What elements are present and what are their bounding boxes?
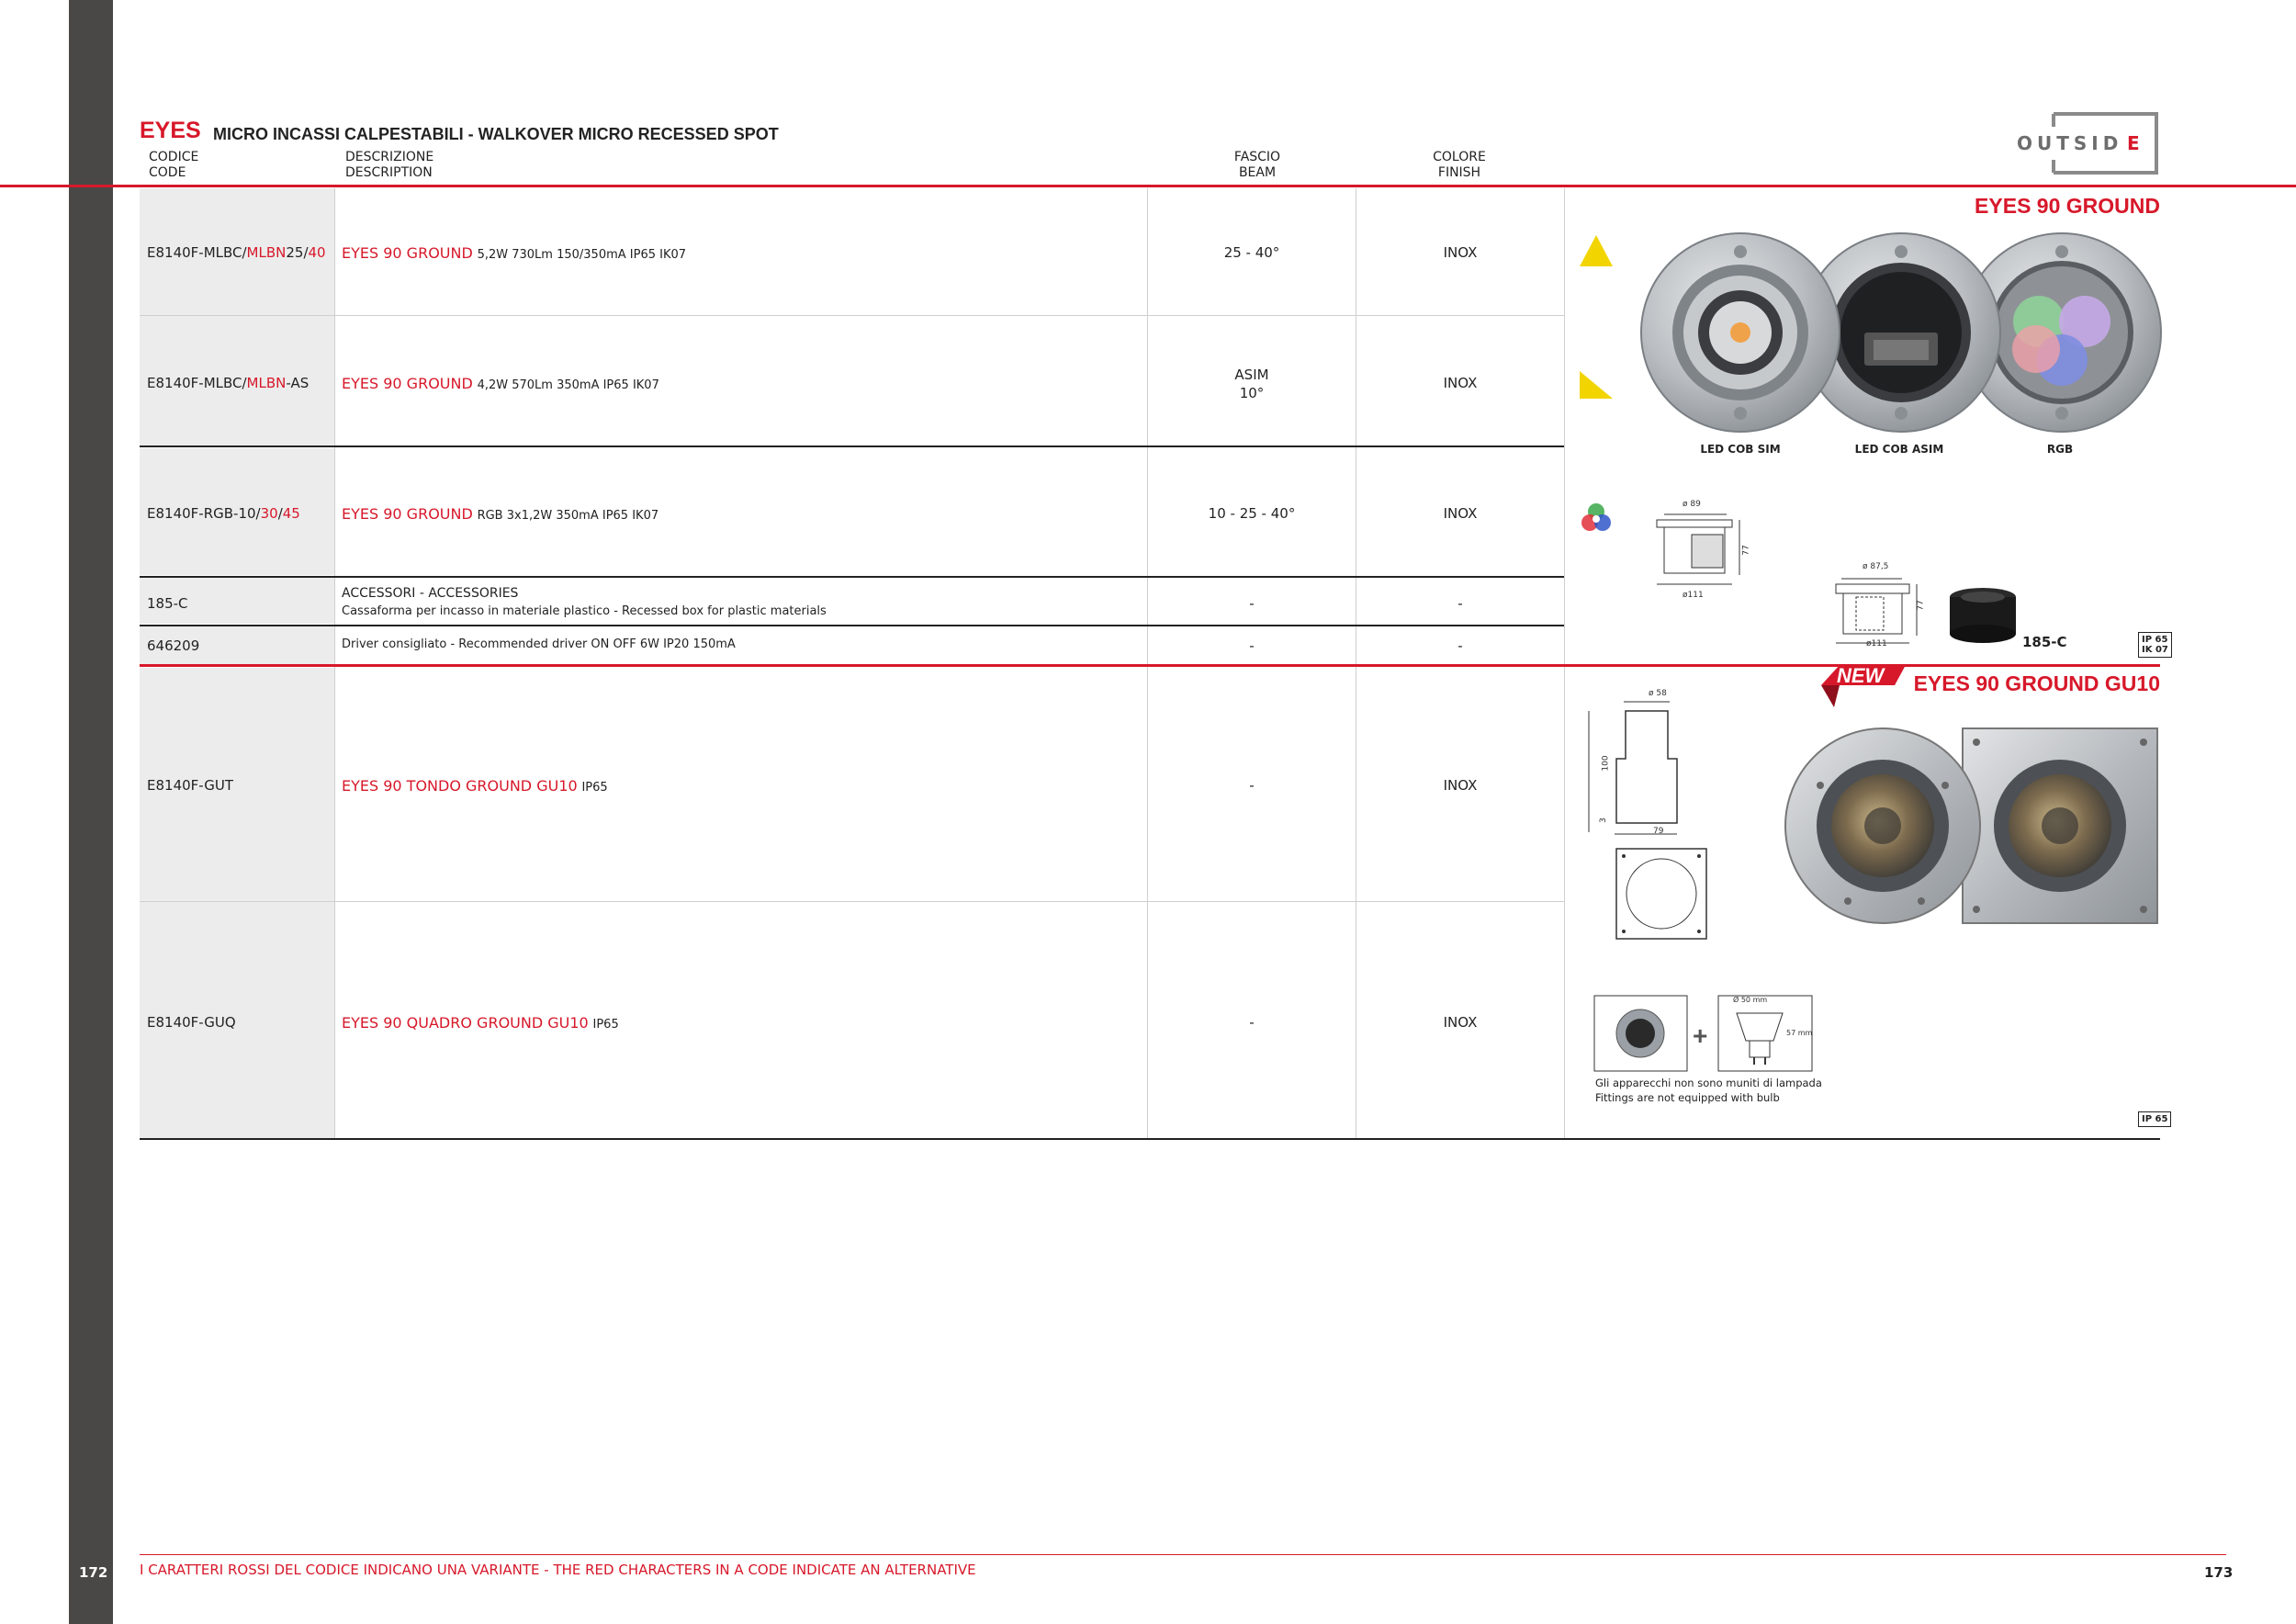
dim-77b: 77 [1916, 600, 1926, 611]
dim-50mm: Ø 50 mm [1733, 996, 1768, 1004]
row-sep-strong [140, 625, 1564, 626]
code-bg-1 [140, 188, 334, 445]
row-4-beam: - [1249, 595, 1255, 612]
wide-beam-icon [1578, 233, 1615, 268]
logo-text: OUTSID [2017, 132, 2123, 154]
row-5-finish: - [1458, 637, 1463, 654]
recessed-box-photo [1945, 584, 2020, 648]
col-finish-header: COLORE FINISH [1433, 150, 1486, 180]
dim-111b: ø111 [1866, 639, 1887, 648]
row-3-beam: 10 - 25 - 40° [1208, 505, 1296, 522]
row-7-finish: INOX [1443, 1014, 1478, 1031]
row-7-code: E8140F-GUQ [147, 1014, 236, 1031]
row-sep-strong [140, 576, 1564, 578]
footer-rule [140, 1554, 2226, 1555]
row-1-code: E8140F-MLBC/MLBN25/40 [147, 244, 326, 261]
series-subtitle: MICRO INCASSI CALPESTABILI - WALKOVER MICRO RECESSED SPOT [213, 125, 779, 143]
divider [1147, 188, 1148, 1138]
row-6-desc: EYES 90 TONDO GROUND GU10 IP65 [342, 777, 608, 795]
caption-led-cob-asim: LED COB ASIM [1854, 443, 1944, 456]
bulb-note: Gli apparecchi non sono muniti di lampada Fittings are not equipped with bulb [1595, 1077, 1822, 1104]
row-7-beam: - [1249, 1014, 1255, 1031]
row-5-desc: Driver consigliato - Recommended driver ON OFF 6W IP20 150mA [342, 637, 736, 651]
asymmetric-beam-icon [1578, 367, 1615, 402]
col-desc-header: DESCRIZIONE DESCRIPTION [345, 150, 434, 180]
divider [334, 188, 335, 1138]
row-5-code: 646209 [147, 637, 200, 654]
product-photos-eyes90 [1639, 231, 2163, 439]
row-6-code: E8140F-GUT [147, 777, 234, 794]
dim-100: 100 [1601, 755, 1611, 772]
dim-111a: ø111 [1683, 591, 1704, 600]
row-1-finish: INOX [1443, 244, 1478, 261]
product-photos-gu10 [1784, 721, 2160, 928]
ip-ik-badge: IP 65 IK 07 [2138, 632, 2172, 658]
row-3-code: E8140F-RGB-10/30/45 [147, 505, 300, 522]
dim-79: 79 [1653, 827, 1664, 836]
dim-77a: 77 [1741, 545, 1751, 556]
new-label: NEW [1837, 664, 1885, 687]
row-2-desc: EYES 90 GROUND 4,2W 570Lm 350mA IP65 IK07 [342, 375, 659, 392]
row-1-desc: EYES 90 GROUND 5,2W 730Lm 150/350mA IP65 IK07 [342, 244, 687, 262]
row-7-desc: EYES 90 QUADRO GROUND GU10 IP65 [342, 1014, 619, 1032]
col-code-header: CODICE CODE [149, 150, 199, 180]
row-sep-strong [140, 445, 1564, 447]
caption-led-cob-sim: LED COB SIM [1700, 443, 1781, 456]
page-number-left: 172 [79, 1564, 108, 1581]
row-1-beam: 25 - 40° [1223, 244, 1280, 261]
dim-875: ø 87,5 [1863, 562, 1889, 571]
dim-58: ø 58 [1649, 689, 1667, 698]
row-sep [140, 315, 1564, 316]
row-4-desc: ACCESSORI - ACCESSORIES Cassaforma per incasso in materiale plastico - Recessed box for plastic materials [342, 586, 827, 618]
row-2-finish: INOX [1443, 375, 1478, 391]
row-4-code: 185-C [147, 595, 188, 612]
divider [1564, 188, 1565, 1138]
rgb-icon [1580, 502, 1613, 535]
dim-3: 3 [1598, 818, 1608, 823]
series-title: EYES [140, 118, 201, 143]
dim-57mm: 57 mm [1786, 1029, 1813, 1037]
header-rule [0, 185, 2296, 187]
page-number-right: 173 [2204, 1564, 2234, 1581]
logo-letter: E [2127, 132, 2140, 154]
row-4-finish: - [1458, 595, 1463, 612]
code-bg-5 [140, 668, 334, 1138]
row-sep [140, 901, 1564, 902]
section-1-title: EYES 90 GROUND [1975, 194, 2160, 218]
ip65-badge: IP 65 [2138, 1111, 2171, 1127]
brand-logo [2017, 110, 2159, 175]
row-6-beam: - [1249, 777, 1255, 794]
row-3-desc: EYES 90 GROUND RGB 3x1,2W 350mA IP65 IK07 [342, 505, 659, 523]
table-bottom [140, 1138, 2160, 1140]
caption-rgb: RGB [2046, 443, 2074, 456]
section-2-title: EYES 90 GROUND GU10 [1913, 671, 2160, 695]
row-3-finish: INOX [1443, 505, 1478, 522]
dimension-drawing-fitting [1644, 502, 1754, 603]
row-5-beam: - [1249, 637, 1255, 654]
page-spine [69, 0, 113, 1624]
row-2-code: E8140F-MLBC/MLBN-AS [147, 375, 310, 391]
plus-sign: + [1693, 1021, 1708, 1050]
row-2-beam: ASIM 10° [1234, 367, 1269, 401]
col-beam-header: FASCIO BEAM [1233, 150, 1281, 180]
row-6-finish: INOX [1443, 777, 1478, 794]
accessory-label: 185-C [2022, 634, 2067, 650]
dim-89: ø 89 [1683, 500, 1701, 509]
footer-note: I CARATTERI ROSSI DEL CODICE INDICANO UNA VARIANTE - THE RED CHARACTERS IN A CODE INDICATE AN ALTERNATIVE [140, 1562, 976, 1578]
